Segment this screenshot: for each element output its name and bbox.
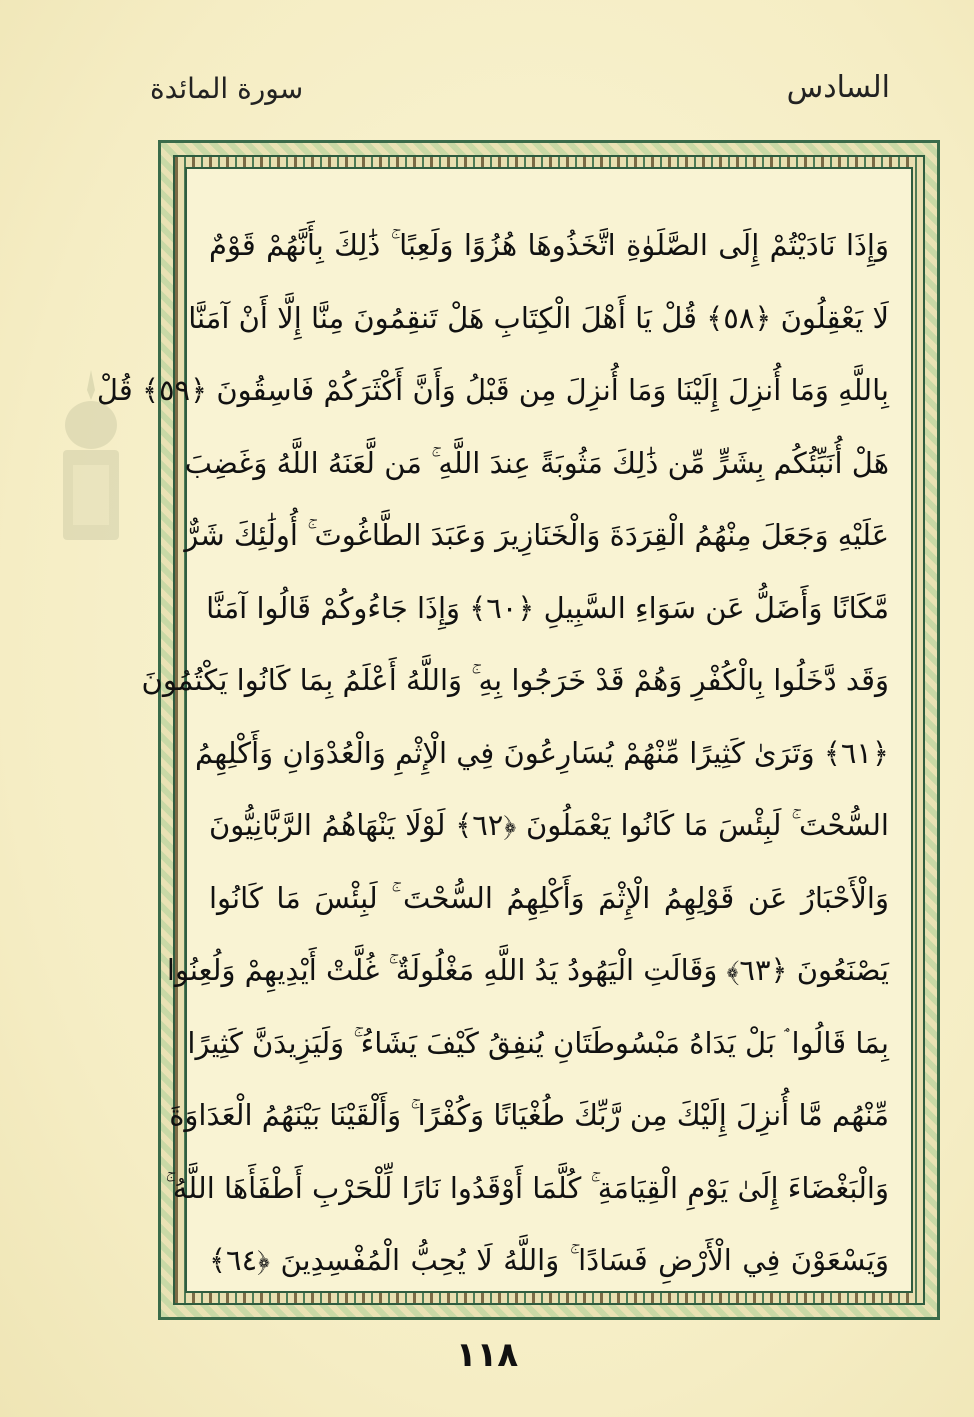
page-number: ١١٨ <box>455 1335 519 1375</box>
verse-line: وَقَد دَّخَلُوا بِالْكُفْرِ وَهُمْ قَدْ خَرَجُوا بِهِ ۚ وَاللَّهُ أَعْلَمُ بِمَا كَانُوا يَكْتُمُونَ <box>141 663 889 697</box>
verse-line: بِمَا قَالُوا ۘ بَلْ يَدَاهُ مَبْسُوطَتَانِ يُنفِقُ كَيْفَ يَشَاءُ ۚ وَلَيَزِيدَنَّ كَثِيرًا <box>187 1025 889 1060</box>
verse-line: وَالْبَغْضَاءَ إِلَىٰ يَوْمِ الْقِيَامَةِ ۚ كُلَّمَا أَوْقَدُوا نَارًا لِّلْحَرْبِ أَطْفَأَهَا اللَّهُ ۚ <box>165 1170 889 1205</box>
verse-line: يَصْنَعُونَ ﴿٦٣﴾ وَقَالَتِ الْيَهُودُ يَدُ اللَّهِ مَغْلُولَةٌ ۚ غُلَّتْ أَيْدِيهِمْ وَلُعِنُوا <box>166 953 889 987</box>
verse-line: بِاللَّهِ وَمَا أُنزِلَ إِلَيْنَا وَمَا أُنزِلَ مِن قَبْلُ وَأَنَّ أَكْثَرَكُمْ فَاسِقُونَ ﴿٥٩﴾ قُلْ <box>96 373 889 407</box>
verse-line: وَيَسْعَوْنَ فِي الْأَرْضِ فَسَادًا ۚ وَاللَّهُ لَا يُحِبُّ الْمُفْسِدِينَ ﴿٦٤﴾ <box>209 1243 889 1277</box>
text-panel <box>96 167 913 1293</box>
verse-line: هَلْ أُنَبِّئُكُم بِشَرٍّ مِّن ذَٰلِكَ مَثُوبَةً عِندَ اللَّهِ ۚ مَن لَّعَنَهُ اللَّهُ وَغَضِبَ <box>184 445 889 480</box>
verse-line: وَإِذَا نَادَيْتُمْ إِلَى الصَّلَوٰةِ اتَّخَذُوهَا هُزُوًا وَلَعِبًا ۚ ذَٰلِكَ بِأَنَّهُمْ قَوْمٌ <box>209 228 889 262</box>
verse-line: ﴿٦١﴾ وَتَرَىٰ كَثِيرًا مِّنْهُمْ يُسَارِعُونَ فِي الْإِثْمِ وَالْعُدْوَانِ وَأَكْلِهِمُ <box>195 735 889 770</box>
page-header <box>150 70 890 120</box>
verse-text-block <box>96 209 889 1297</box>
surah-name: سورة المائدة <box>150 72 304 105</box>
verse-line: عَلَيْهِ وَجَعَلَ مِنْهُمُ الْقِرَدَةَ وَالْخَنَازِيرَ وَعَبَدَ الطَّاغُوتَ ۚ أُولَٰئِكَ شَرٌّ <box>184 518 889 552</box>
verse-line: مِّنْهُم مَّا أُنزِلَ إِلَيْكَ مِن رَّبِّكَ طُغْيَانًا وَكُفْرًا ۚ وَأَلْقَيْنَا بَيْنَهُمُ الْعَدَاوَةَ <box>169 1098 889 1132</box>
verse-line: لَا يَعْقِلُونَ ﴿٥٨﴾ قُلْ يَا أَهْلَ الْكِتَابِ هَلْ تَنقِمُونَ مِنَّا إِلَّا أَنْ آمَنَّا <box>188 300 889 335</box>
verse-line: السُّحْتَ ۚ لَبِئْسَ مَا كَانُوا يَعْمَلُونَ ﴿٦٢﴾ لَوْلَا يَنْهَاهُمُ الرَّبَّانِيُّونَ <box>209 808 889 842</box>
page-frame <box>96 140 940 1320</box>
verse-line: وَالْأَحْبَارُ عَن قَوْلِهِمُ الْإِثْمَ وَأَكْلِهِمُ السُّحْتَ ۚ لَبِئْسَ مَا كَانُوا <box>209 880 889 915</box>
verse-line: مَّكَانًا وَأَضَلُّ عَن سَوَاءِ السَّبِيلِ ﴿٦٠﴾ وَإِذَا جَاءُوكُمْ قَالُوا آمَنَّا <box>206 590 889 625</box>
juz-name: السادس <box>786 70 890 105</box>
frame-border-pattern <box>96 155 925 1305</box>
